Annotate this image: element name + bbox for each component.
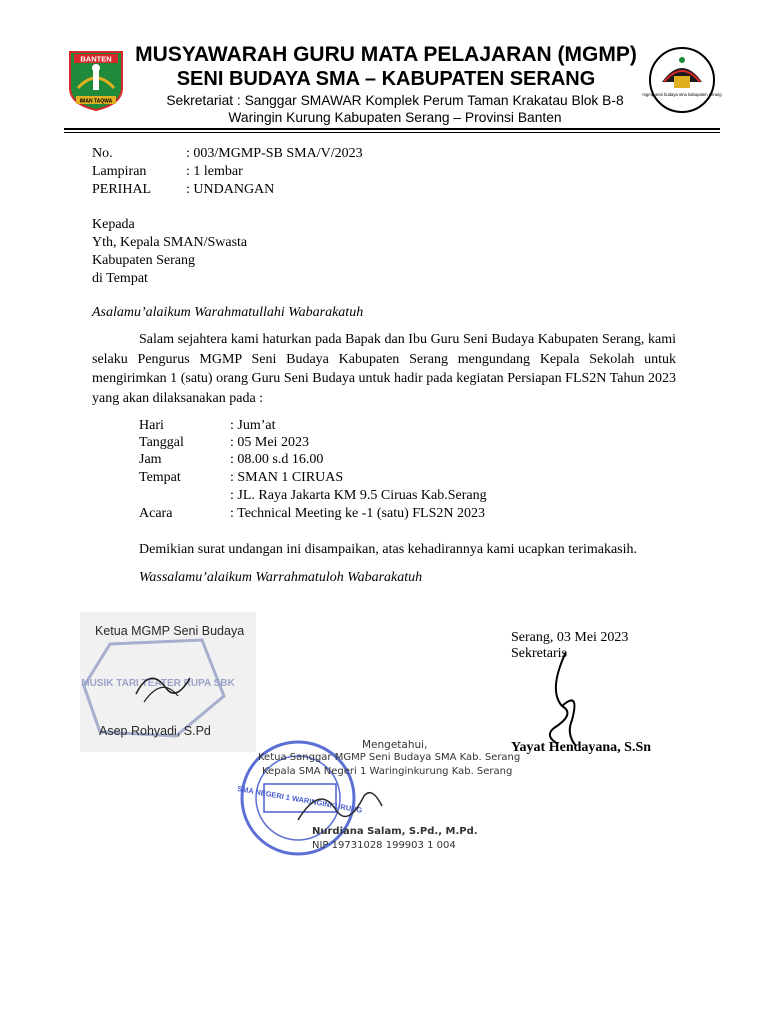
logo-label-top: BANTEN: [80, 54, 112, 64]
meta-label-attachment: Lampiran: [92, 164, 147, 179]
mgmp-logo-caption: mgmp seni budaya sma kabupaten serang: [642, 92, 722, 97]
left-signature-title: Ketua MGMP Seni Budaya: [95, 624, 245, 638]
detail-label-date: Tanggal: [139, 435, 184, 450]
meta-label-subject: PERIHAL: [92, 182, 152, 197]
meta-value-subject: : UNDANGAN: [186, 182, 275, 197]
detail-label-agenda: Acara: [139, 506, 173, 521]
greeting: Asalamu’alaikum Warahmatullahi Wabarakatuh: [92, 305, 364, 320]
secretary-name: Yayat Hendayana, S.Sn: [511, 740, 652, 755]
meta-label-number: No.: [92, 146, 113, 161]
detail-label-time: Jam: [139, 452, 162, 467]
mgmp-logo: [642, 46, 722, 114]
detail-value-day: : Jum’at: [230, 418, 276, 433]
address-line-1: Sekretariat : Sanggar SMAWAR Komplek Perum Taman Krakatau Blok B-8: [166, 93, 624, 108]
approval-line-1: Ketua Sanggar MGMP Seni Budaya SMA Kab. Serang: [258, 752, 521, 763]
left-signer-name: Asep Rohyadi, S.Pd: [99, 724, 211, 738]
secretary-signature: [536, 650, 596, 750]
letterhead-title: [130, 42, 642, 92]
meta-value-attachment: : 1 lembar: [186, 164, 243, 179]
org-subname: SENI BUDAYA SMA – KABUPATEN SERANG: [176, 68, 596, 90]
approval-signature: [290, 780, 390, 830]
left-stamp-text: MUSIK TARI TEATER RUPA SBK: [81, 678, 235, 689]
recipient-line-3: Kabupaten Serang: [92, 253, 196, 268]
letterhead-rule-thin: [64, 132, 720, 133]
place-date: Serang, 03 Mei 2023: [511, 630, 629, 645]
detail-label-day: Hari: [139, 418, 164, 433]
recipient-line-4: di Tempat: [92, 271, 148, 286]
meta-value-number: : 003/MGMP-SB SMA/V/2023: [186, 146, 363, 161]
detail-value-time: : 08.00 s.d 16.00: [230, 452, 324, 467]
farewell: Wassalamu’alaikum Warrahmatuloh Wabarakatuh: [139, 570, 423, 585]
detail-value-date: : 05 Mei 2023: [230, 435, 309, 450]
detail-value-place: : SMAN 1 CIRUAS: [230, 470, 344, 485]
letterhead-address: [130, 92, 660, 126]
approval-name: Nurdiana Salam, S.Pd., M.Pd.: [312, 826, 478, 837]
secretary-title: Sekretaris: [511, 646, 567, 661]
approval-label: Mengetahui,: [362, 739, 428, 751]
org-name: MUSYAWARAH GURU MATA PELAJARAN (MGMP): [135, 43, 637, 66]
approval-line-2: Kepala SMA Negeri 1 Waringinkurung Kab. Serang: [262, 766, 513, 777]
detail-label-place: Tempat: [139, 470, 181, 485]
closing-text: Demikian surat undangan ini disampaikan, atas kehadirannya kami ucapkan terimakasih.: [139, 542, 638, 557]
approval-nip: NIP 19731028 199903 1 004: [312, 840, 456, 851]
banten-logo: [64, 48, 128, 112]
detail-value-agenda: : Technical Meeting ke -1 (satu) FLS2N 2023: [230, 506, 485, 521]
logo-label-bottom: IMAN TAQWA: [79, 98, 113, 105]
detail-value-address: : JL. Raya Jakarta KM 9.5 Ciruas Kab.Serang: [230, 488, 487, 503]
letterhead-rule-thick: [64, 128, 720, 130]
recipient-line-1: Kepada: [92, 217, 135, 232]
body-text: Salam sejahtera kami haturkan pada Bapak dan Ibu Guru Seni Budaya Kabupaten Serang, kami selaku Pengurus MGMP Seni Budaya Kabupaten Serang mengundang Kepala Sekolah untuk mengirimkan 1 (satu) orang Guru Seni Budaya untuk hadir pada kegiatan Persiapan FLS2N Tahun 2023 yang akan dilaksanakan pada :: [92, 332, 676, 406]
school-stamp-text: SMA NEGERI 1 WARINGINKURUNG: [236, 784, 363, 815]
address-line-2: Waringin Kurung Kabupaten Serang – Provinsi Banten: [228, 110, 562, 125]
recipient-line-2: Yth, Kepala SMAN/Swasta: [92, 235, 248, 250]
body-paragraph: [92, 330, 676, 408]
